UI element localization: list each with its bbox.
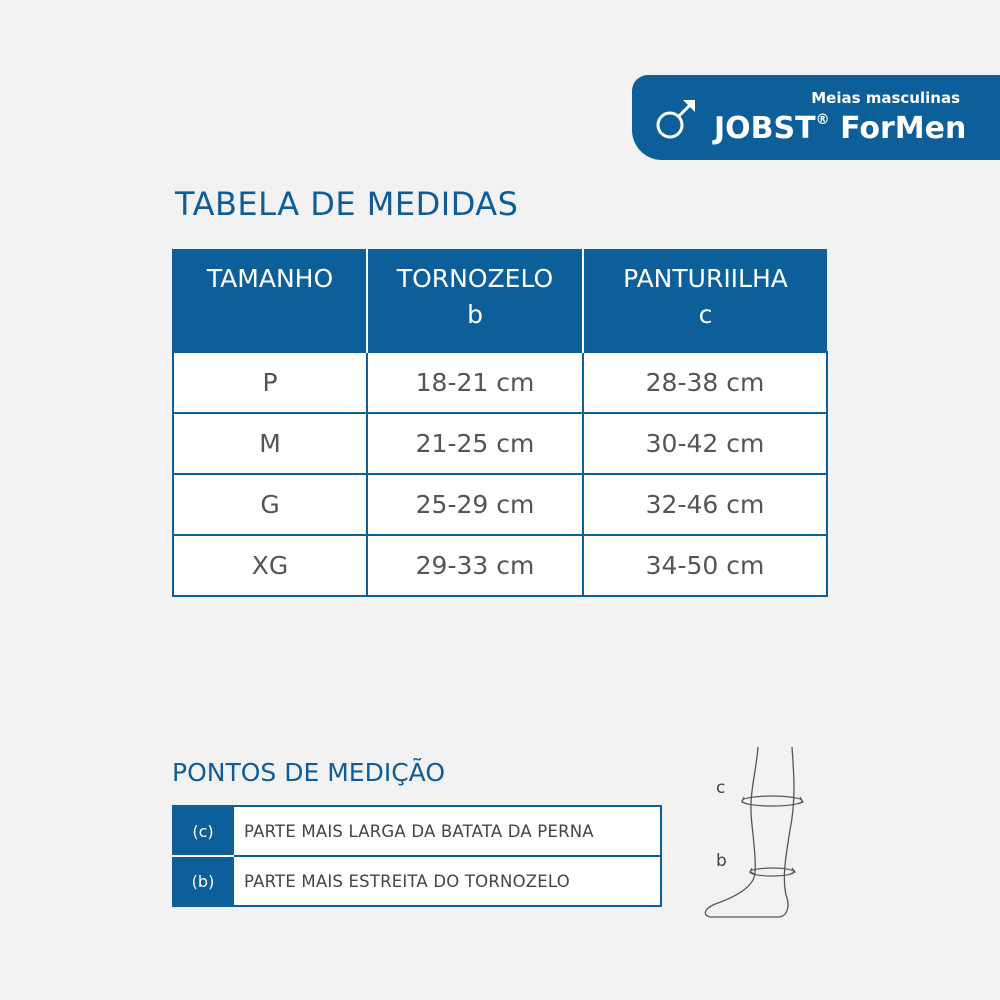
- brand-product: ForMen: [840, 111, 967, 146]
- ankle-cell: 25-29 cm: [367, 474, 583, 535]
- header-size-label: TAMANHO: [206, 264, 334, 293]
- header-ankle-label: TORNOZELO: [396, 264, 554, 293]
- table-row: [173, 474, 827, 535]
- calf-cell: 34-50 cm: [583, 535, 827, 596]
- leg-measurement-diagram: [700, 745, 820, 925]
- list-item: [173, 806, 661, 856]
- size-cell: P: [173, 352, 367, 413]
- brand-subtitle: Meias masculinas: [811, 89, 960, 107]
- ankle-cell: 21-25 cm: [367, 413, 583, 474]
- label-b: b: [716, 851, 727, 871]
- calf-cell: 32-46 cm: [583, 474, 827, 535]
- brand-banner: [632, 75, 1000, 160]
- registered-mark: ®: [815, 112, 830, 128]
- male-symbol-icon: [652, 95, 700, 143]
- measure-points-title: PONTOS DE MEDIÇÃO: [172, 758, 445, 787]
- list-item: [173, 856, 661, 906]
- header-calf-label: PANTURIILHA: [623, 264, 788, 293]
- size-table: [172, 249, 828, 597]
- header-ankle-code: b: [467, 300, 483, 329]
- brand-name: [714, 111, 966, 146]
- point-description: PARTE MAIS ESTREITA DO TORNOZELO: [233, 856, 661, 906]
- calf-cell: 28-38 cm: [583, 352, 827, 413]
- ankle-cell: 18-21 cm: [367, 352, 583, 413]
- table-row: [173, 352, 827, 413]
- table-row: [173, 535, 827, 596]
- size-cell: M: [173, 413, 367, 474]
- measure-points-table: [172, 805, 662, 907]
- header-calf: [583, 249, 827, 352]
- leg-outline: [705, 747, 794, 917]
- table-row: [173, 413, 827, 474]
- header-calf-code: c: [698, 300, 713, 329]
- size-table-title: TABELA DE MEDIDAS: [175, 185, 519, 223]
- ankle-measure-arrow: [750, 868, 795, 876]
- point-code: (c): [173, 806, 233, 856]
- header-size: [173, 249, 367, 352]
- size-cell: G: [173, 474, 367, 535]
- ankle-cell: 29-33 cm: [367, 535, 583, 596]
- brand-name-text: JOBST: [714, 111, 816, 146]
- size-cell: XG: [173, 535, 367, 596]
- header-ankle: [367, 249, 583, 352]
- point-description: PARTE MAIS LARGA DA BATATA DA PERNA: [233, 806, 661, 856]
- point-code: (b): [173, 856, 233, 906]
- calf-cell: 30-42 cm: [583, 413, 827, 474]
- label-c: c: [716, 778, 726, 798]
